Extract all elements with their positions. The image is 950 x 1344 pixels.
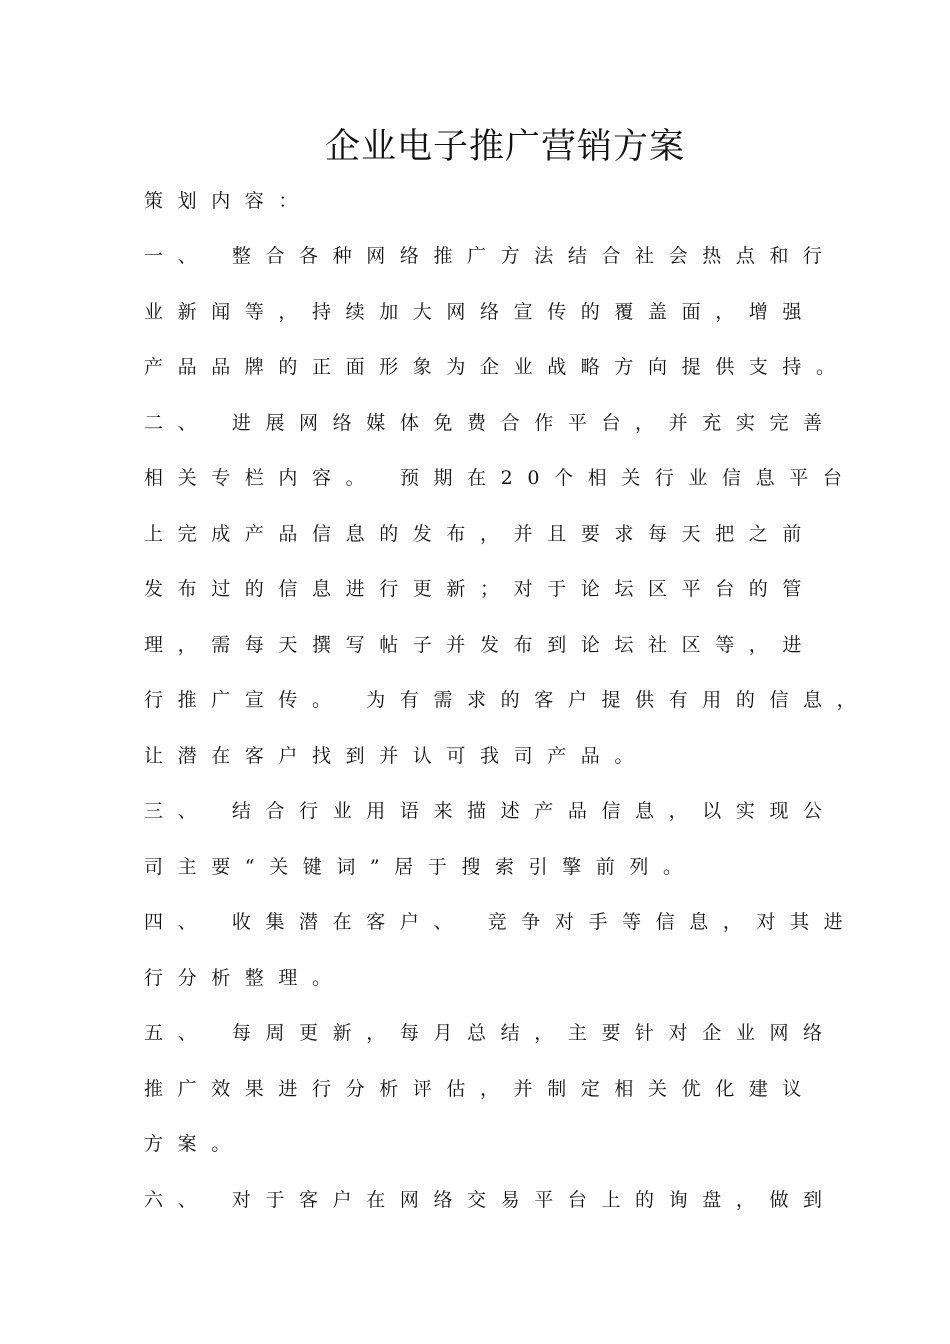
text-line: 理，需每天撰写帖子并发布到论坛社区等，进 <box>144 634 817 656</box>
text-line: 行推广宣传。 为有需求的客户提供有用的信息， <box>144 689 871 711</box>
text-line: 方案。 <box>144 1133 245 1155</box>
text-line: 发布过的信息进行更新；对于论坛区平台的管 <box>144 578 817 600</box>
text-line: 行分析整理。 <box>144 967 346 989</box>
text-line: 推广效果进行分析评估，并制定相关优化建议 <box>144 1078 817 1100</box>
text-line: 策划内容： <box>144 190 313 212</box>
text-line: 让潜在客户找到并认可我司产品。 <box>144 745 649 767</box>
text-line: 三、 结合行业用语来描述产品信息，以实现公 <box>144 800 837 822</box>
text-line: 五、 每周更新，每月总结，主要针对企业网络 <box>144 1022 837 1044</box>
text-line: 相关专栏内容。 预期在20个相关行业信息平台 <box>144 467 857 489</box>
text-line: 产品品牌的正面形象为企业战略方向提供支持。 <box>144 356 850 378</box>
text-line: 一、 整合各种网络推广方法结合社会热点和行 <box>144 245 837 267</box>
text-line: 业新闻等，持续加大网络宣传的覆盖面，增强 <box>144 301 817 323</box>
text-line: 上完成产品信息的发布，并且要求每天把之前 <box>144 523 817 545</box>
document-title: 企业电子推广营销方案 <box>324 127 685 167</box>
text-line: 四、 收集潜在客户、 竞争对手等信息，对其进 <box>144 911 858 933</box>
text-line: 六、 对于客户在网络交易平台上的询盘，做到 <box>144 1189 837 1211</box>
text-line: 二、 进展网络媒体免费合作平台，并充实完善 <box>144 412 837 434</box>
text-line: 司主要“关键词”居于搜索引擎前列。 <box>144 856 697 878</box>
